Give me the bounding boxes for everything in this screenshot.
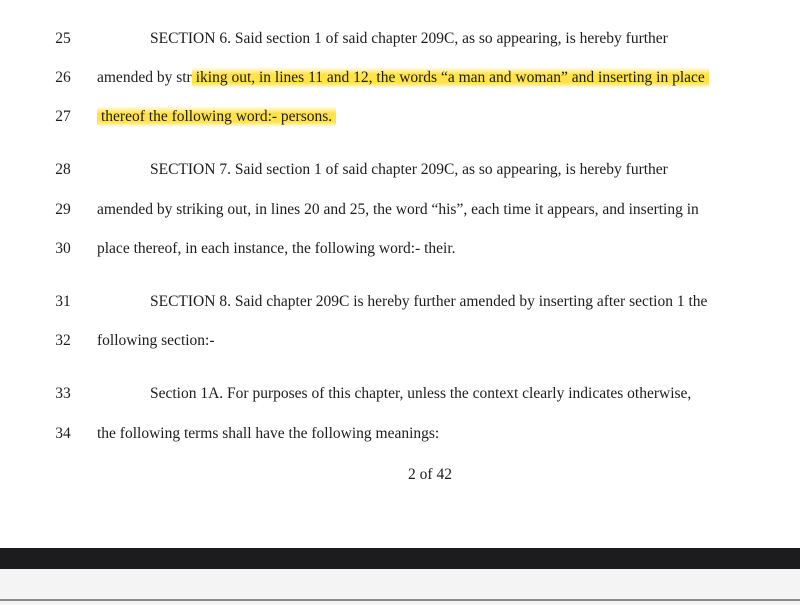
- line-text-33: Section 1A. For purposes of this chapter, unless the context clearly indicates otherwise,: [150, 385, 692, 402]
- line-number-32: 32: [55, 332, 71, 349]
- line-text-29: amended by striking out, in lines 20 and 25, the word “his”, each time it appears, and inserting in: [97, 201, 699, 218]
- line-number-29: 29: [55, 201, 71, 218]
- page-indicator-text: 2 of 42: [408, 466, 452, 483]
- line-number-27: 27: [55, 108, 71, 125]
- line-text-30: place thereof, in each instance, the following word:- their.: [97, 240, 456, 257]
- line-number-31: 31: [55, 293, 71, 310]
- line-text-31: SECTION 8. Said chapter 209C is hereby further amended by inserting after section 1 the: [150, 293, 708, 310]
- line-text-32: following section:-: [97, 332, 215, 349]
- line-number-33: 33: [55, 385, 71, 402]
- line-number-25: 25: [55, 30, 71, 47]
- line-number-28: 28: [55, 161, 71, 178]
- page-indicator: [0, 465, 800, 485]
- line-text-27: [97, 107, 336, 127]
- viewer-toolbar-bar: [0, 548, 800, 569]
- line-text-34: the following terms shall have the following meanings:: [97, 425, 440, 442]
- line-text-26-plain: amended by str: [97, 69, 192, 86]
- line-number-34: 34: [55, 425, 71, 442]
- line-text-26: [97, 68, 709, 88]
- line-text-25: SECTION 6. Said section 1 of said chapter 209C, as so appearing, is hereby further: [150, 30, 668, 47]
- line-number-30: 30: [55, 240, 71, 257]
- viewer-bottom-area: [0, 569, 800, 605]
- highlight-mark: thereof the following word:- persons.: [97, 106, 336, 127]
- line-number-26: 26: [55, 69, 71, 86]
- highlight-mark: iking out, in lines 11 and 12, the words “a man and woman” and inserting in place: [192, 67, 709, 88]
- line-text-28: SECTION 7. Said section 1 of said chapter 209C, as so appearing, is hereby further: [150, 161, 668, 178]
